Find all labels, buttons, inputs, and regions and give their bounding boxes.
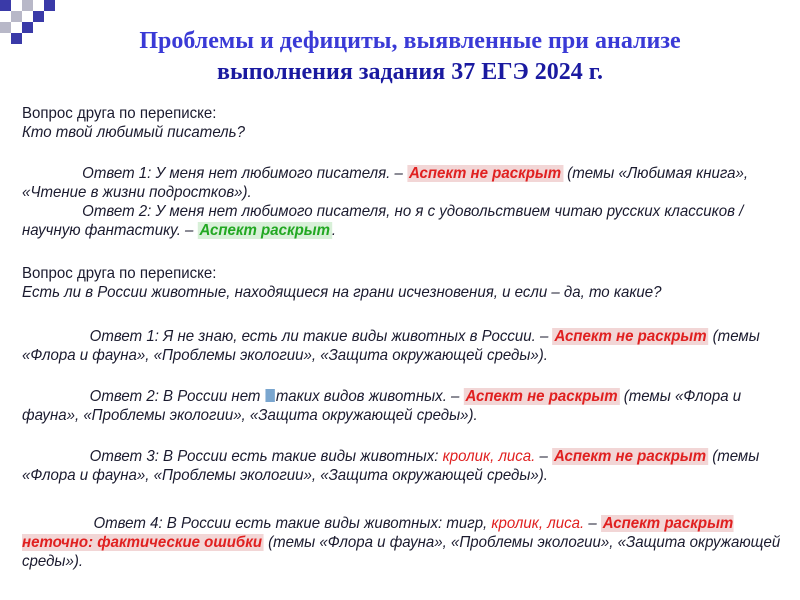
question-1-text: Кто твой любимый писатель? [22, 124, 245, 141]
cursor-marker [266, 389, 275, 402]
question-2-text: Есть ли в России животные, находящиеся на грани исчезновения, и если – да, то какие? [22, 284, 662, 301]
question-2 [22, 264, 793, 302]
q2-answer-2 [22, 387, 793, 425]
q2-answer-1-topics: (темы «Флора и фауна», «Проблемы экологии», «Защита окружающей среды»). [22, 328, 760, 364]
q2-answer-4-verdict: Аспект раскрыт неточно: фактические ошибки [22, 515, 734, 551]
q2-answer-4 [22, 514, 793, 571]
q1-answer-1-topics: (темы «Любимая книга», «Чтение в жизни подростков»). [22, 165, 749, 201]
q2-answer-2-intro-b: таких видов животных. – [275, 388, 460, 405]
q2-answer-4-animals: кролик, лиса. [491, 515, 585, 532]
q1-answer-2-end: . [331, 222, 337, 239]
question-2-label: Вопрос друга по переписке: [22, 265, 217, 282]
q2-answer-3 [22, 447, 793, 485]
q2-answer-3-intro: Ответ 3: В России есть такие виды животных: [89, 448, 439, 465]
q2-answer-3-verdict: Аспект не раскрыт [553, 448, 707, 465]
question-1 [22, 104, 793, 142]
q1-answer-1 [22, 164, 793, 202]
q2-answer-3-animals: кролик, лиса. [442, 448, 536, 465]
q2-answer-4-dash: – [588, 515, 597, 532]
q1-answer-1-verdict: Аспект не раскрыт [408, 165, 562, 182]
title-line-2: выполнения задания 37 ЕГЭ 2024 г. [217, 59, 603, 85]
q2-answer-2-topics: (темы «Флора и фауна», «Проблемы экологии», «Защита окружающей среды»). [22, 388, 742, 424]
page-title [20, 26, 800, 88]
q2-answer-4-intro: Ответ 4: В России есть такие виды животных: тигр, [93, 515, 488, 532]
q2-answer-3-topics: (темы «Флора и фауна», «Проблемы экологии», «Защита окружающей среды»). [22, 448, 760, 484]
q2-answer-2-intro-a: Ответ 2: В России нет [89, 388, 261, 405]
question-1-label: Вопрос друга по переписке: [22, 105, 217, 122]
q2-answer-1-verdict: Аспект не раскрыт [554, 328, 707, 345]
q1-answer-2-verdict: Аспект раскрыт [199, 222, 331, 239]
q2-answer-2-verdict: Аспект не раскрыт [465, 388, 618, 405]
q2-answer-3-dash: – [539, 448, 548, 465]
q2-answer-1 [22, 327, 793, 365]
q1-answer-2 [22, 202, 793, 240]
q1-answer-2-intro: Ответ 2: У меня нет любимого писателя, но я с удовольствием читаю русских классиков / научную фантастику. – [22, 203, 744, 239]
q1-answer-1-intro: Ответ 1: У меня нет любимого писателя. – [82, 165, 403, 182]
q2-answer-4-topics: (темы «Флора и фауна», «Проблемы экологии», «Защита окружающей среды»). [22, 534, 781, 570]
q2-answer-1-intro: Ответ 1: Я не знаю, есть ли такие виды животных в России. – [89, 328, 549, 345]
title-line-1: Проблемы и дефициты, выявленные при анализе [139, 28, 681, 54]
